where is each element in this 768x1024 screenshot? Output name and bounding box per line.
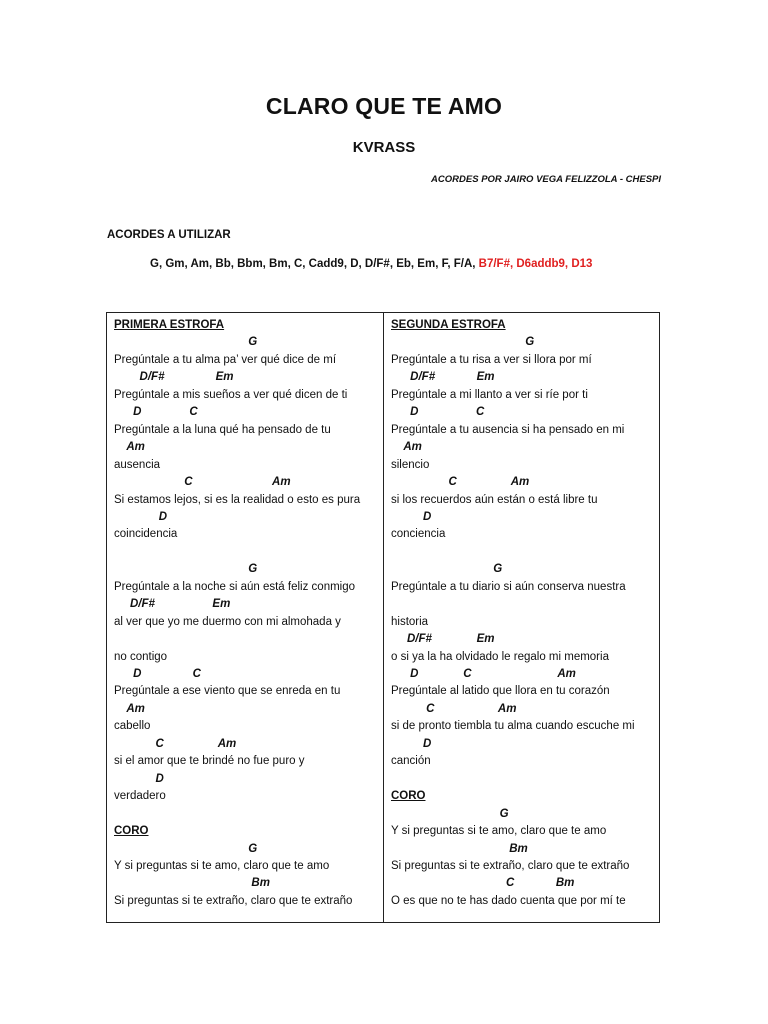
lyric-line: canción <box>391 755 431 768</box>
lyric-line: o si ya la ha olvidado le regalo mi memoria <box>391 650 609 663</box>
chord-line: G <box>391 807 509 820</box>
lyrics-table <box>106 312 660 923</box>
chord-line: C Am <box>114 737 237 750</box>
chord-line: G <box>391 563 503 576</box>
lyric-line: Pregúntale a tu ausencia si ha pensado en mi <box>391 423 625 436</box>
section-header: SEGUNDA ESTROFA <box>391 319 506 331</box>
lyric-line: si el amor que te brindé no fue puro y <box>114 755 305 768</box>
chord-line: D/F# Em <box>391 371 495 384</box>
chord-line: D/F# Em <box>391 633 495 646</box>
chord-line: C Am <box>391 476 530 489</box>
lyric-line: Pregúntale a tu risa a ver si llora por mí <box>391 353 592 366</box>
lyric-line: Pregúntale al latido que llora en tu corazón <box>391 685 610 698</box>
lyric-line: Pregúntale a la noche si aún está feliz conmigo <box>114 580 356 593</box>
lyric-line: Y si preguntas si te amo, claro que te amo <box>114 859 330 872</box>
chord-line: C Am <box>114 476 291 489</box>
lyric-line: si los recuerdos aún están o está libre tu <box>391 493 598 506</box>
chord-line: Am <box>114 441 145 454</box>
chord-line: D <box>391 510 432 523</box>
lyric-line: no contigo <box>114 650 168 663</box>
chord-line: D <box>114 772 164 785</box>
song-title: CLARO QUE TE AMO <box>265 93 503 119</box>
lyric-line: ausencia <box>114 458 161 471</box>
chord-list <box>150 258 592 270</box>
lyric-line: Si estamos lejos, si es la realidad o esto es pura <box>114 493 361 506</box>
chord-list-main: G, Gm, Am, Bb, Bbm, Bm, C, Cadd9, D, D/F#, Eb, Em, F, F/A, <box>150 258 476 270</box>
lyric-line: al ver que yo me duermo con mi almohada y <box>114 615 341 628</box>
chord-line: D/F# Em <box>114 371 234 384</box>
lyric-line: si de pronto tiembla tu alma cuando escuche mi <box>391 720 635 733</box>
chord-line: C Bm <box>391 877 575 890</box>
chord-line: G <box>114 563 258 576</box>
chord-line: D C <box>114 406 198 419</box>
lyric-line: verdadero <box>114 790 166 803</box>
lyric-line: coincidencia <box>114 528 178 541</box>
chord-line: D C <box>114 668 201 680</box>
lyric-line: O es que no te has dado cuenta que por mí te <box>391 894 626 907</box>
lyric-line: Si preguntas si te extraño, claro que te extraño <box>114 894 353 907</box>
lyric-line: Pregúntale a tu alma pa’ ver qué dice de mí <box>114 353 337 366</box>
lyric-line: Y si preguntas si te amo, claro que te amo <box>391 825 607 838</box>
column-divider <box>383 313 384 922</box>
credit-line: ACORDES POR JAIRO VEGA FELIZZOLA - CHESPI <box>431 174 661 185</box>
lyric-line: Pregúntale a ese viento que se enreda en tu <box>114 685 341 698</box>
chord-line: Bm <box>391 842 528 855</box>
chord-line: Bm <box>114 877 270 890</box>
lyric-line: Si preguntas si te extraño, claro que te extraño <box>391 859 630 872</box>
chord-line: G <box>114 336 258 349</box>
artist-name: KVRASS <box>352 139 416 156</box>
chord-line: D/F# Em <box>114 598 231 611</box>
lyric-line: Pregúntale a la luna qué ha pensado de tu <box>114 423 331 436</box>
chords-heading: ACORDES A UTILIZAR <box>107 229 231 241</box>
chord-line: C Am <box>391 702 517 715</box>
lyric-line: silencio <box>391 458 430 471</box>
section-header: CORO <box>114 825 149 838</box>
lyric-line: cabello <box>114 720 151 733</box>
lyric-line: Pregúntale a mi llanto a ver si ríe por ti <box>391 388 588 401</box>
section-header: CORO <box>391 790 426 803</box>
chord-line: D C Am <box>391 668 576 680</box>
chord-list-highlight: B7/F#, D6addb9, D13 <box>478 258 593 270</box>
lyric-line: conciencia <box>391 528 446 541</box>
chord-line: D C <box>391 406 485 419</box>
section-header: PRIMERA ESTROFA <box>114 319 225 331</box>
chord-line: G <box>391 336 535 349</box>
lyric-line: Pregúntale a mis sueños a ver qué dicen de ti <box>114 388 348 401</box>
lyric-line: Pregúntale a tu diario si aún conserva nuestra <box>391 580 626 593</box>
chord-line: D <box>114 510 168 523</box>
chord-line: Am <box>391 441 422 454</box>
chord-line: G <box>114 842 258 855</box>
chord-line: Am <box>114 702 145 715</box>
lyric-line: historia <box>391 615 429 628</box>
chord-line: D <box>391 737 432 750</box>
